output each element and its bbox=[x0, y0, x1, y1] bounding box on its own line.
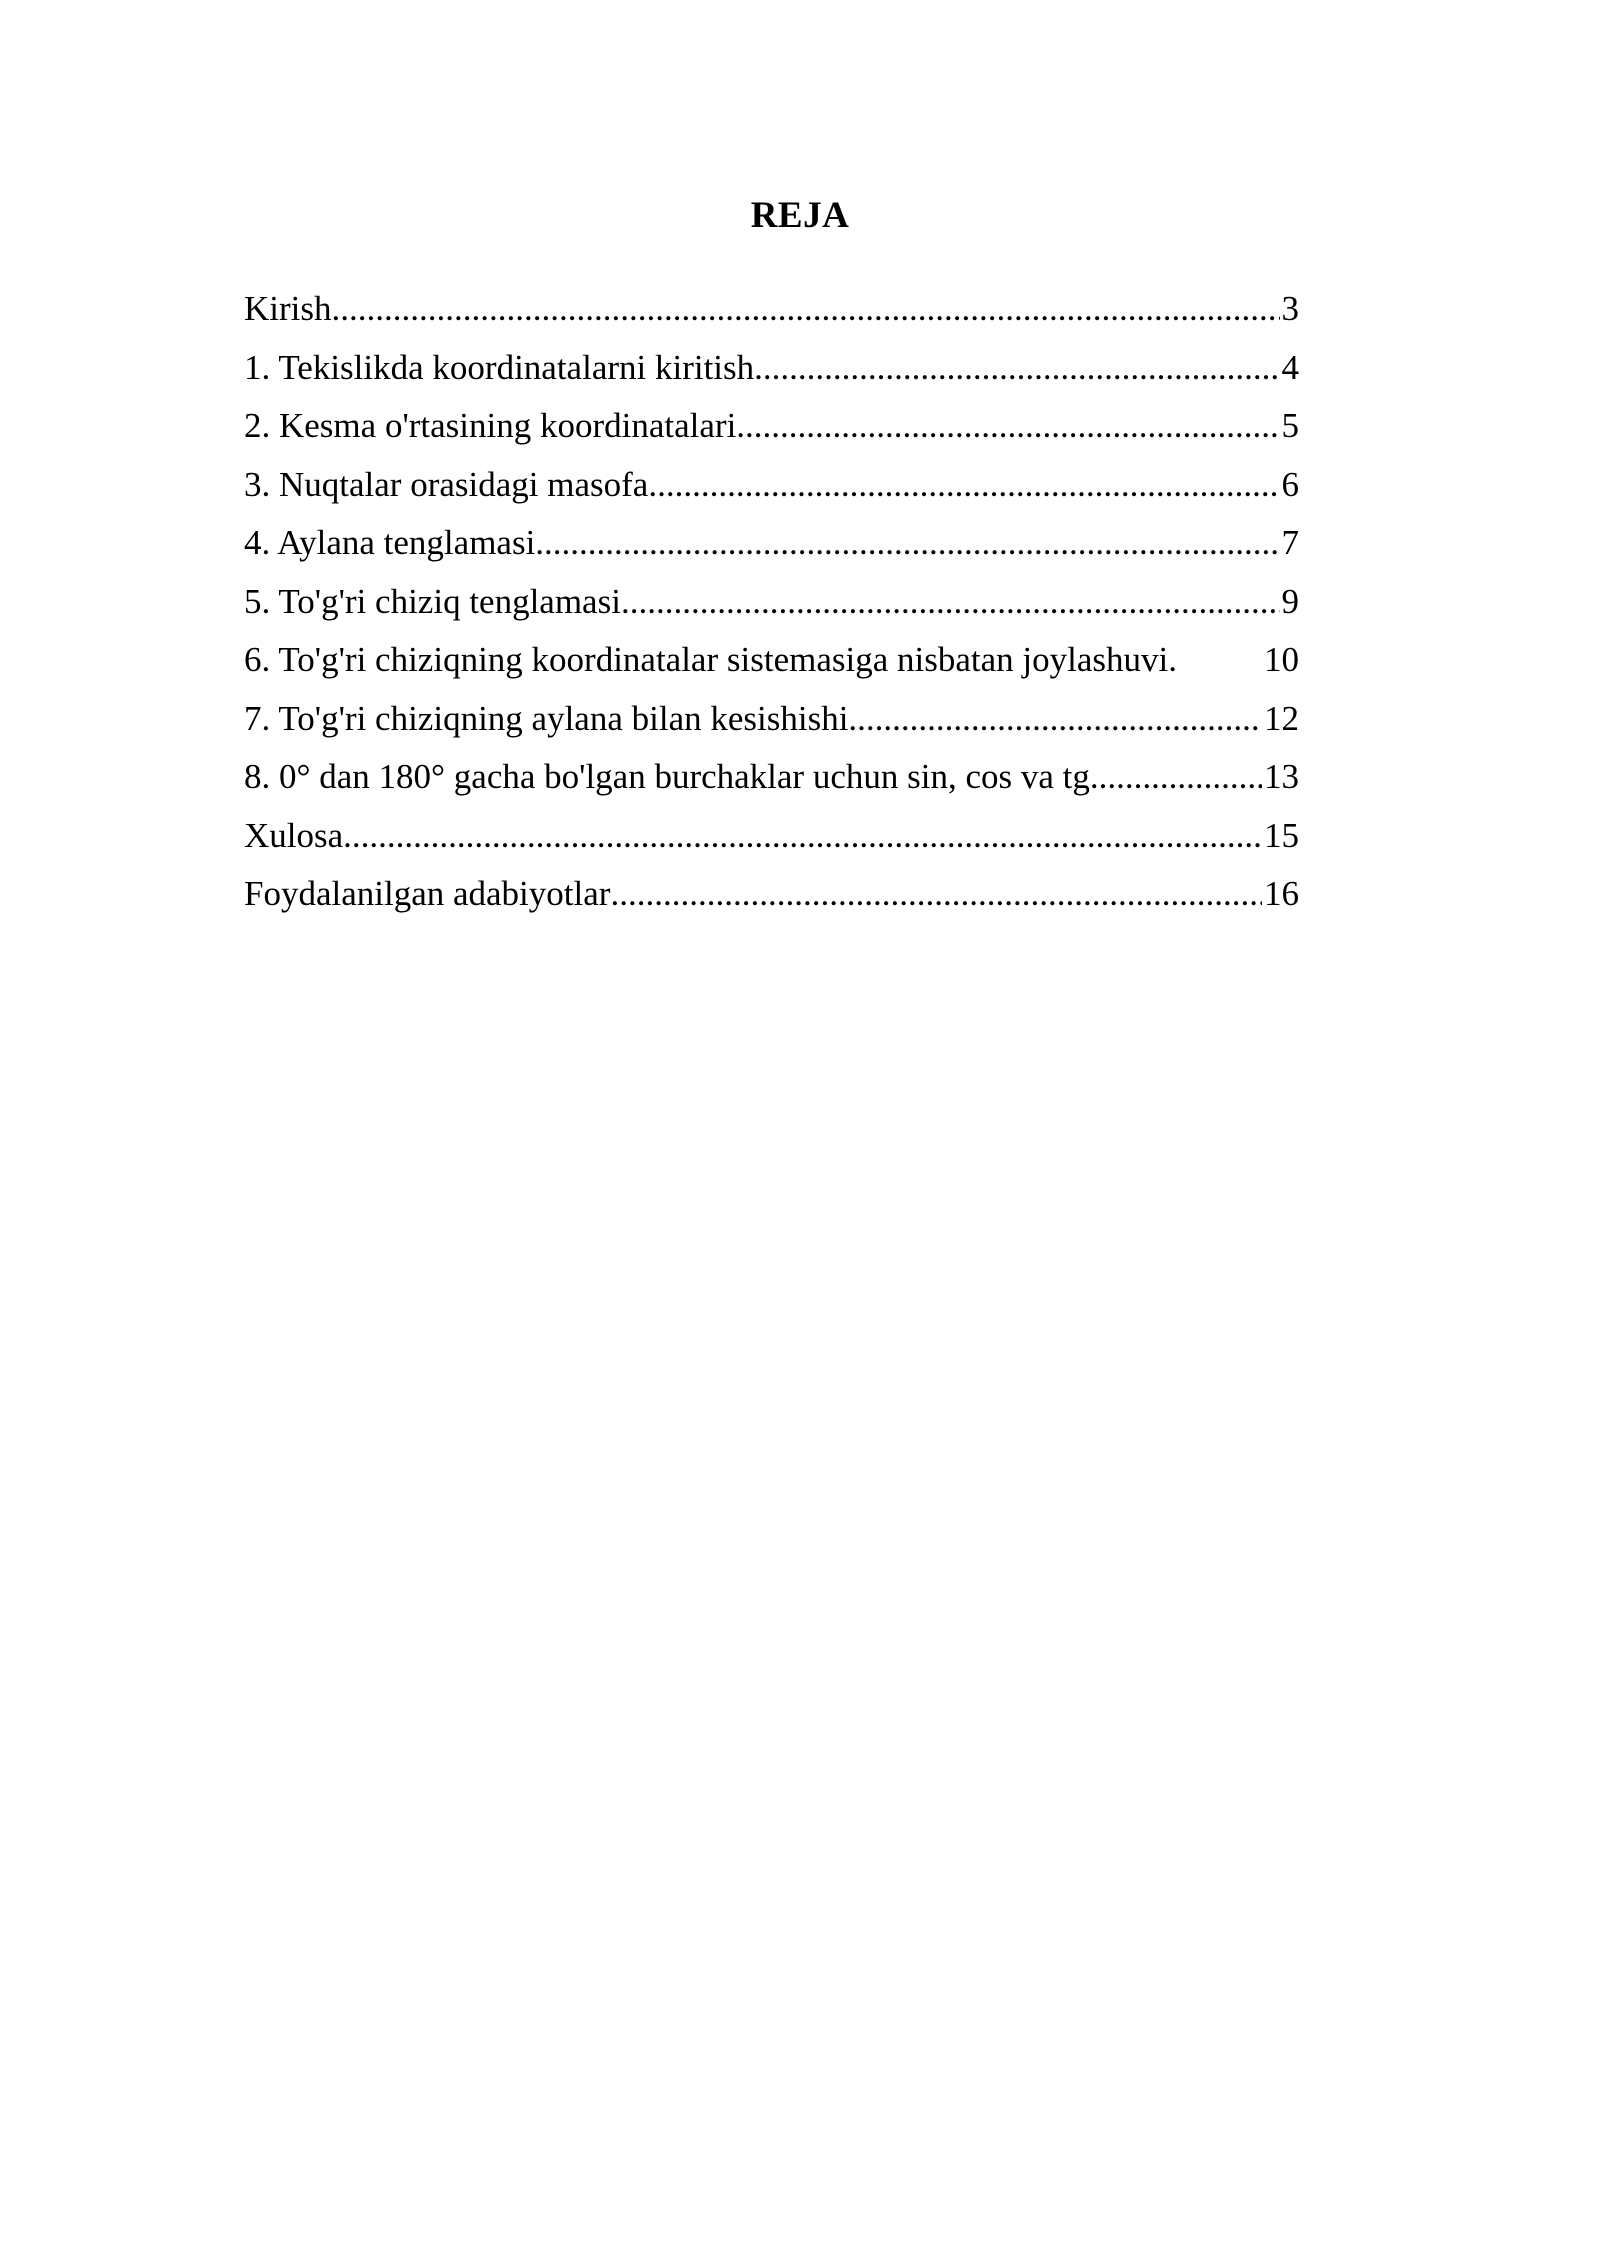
toc-entry bbox=[244, 694, 1299, 753]
toc-entry-page: 7 bbox=[1281, 523, 1299, 562]
toc-entry bbox=[244, 343, 1299, 402]
toc-dot-leader bbox=[332, 284, 1280, 334]
toc-dot-leader bbox=[535, 518, 1279, 568]
toc-entry-page: 3 bbox=[1281, 289, 1299, 328]
toc-entry bbox=[244, 577, 1299, 636]
toc-entry bbox=[244, 811, 1299, 870]
toc-entry-page: 6 bbox=[1281, 464, 1299, 504]
toc-entry-page: 5 bbox=[1281, 406, 1299, 445]
toc-entry-label: 7. To'g'ri chiziqning aylana bilan kesishishi bbox=[244, 698, 849, 738]
toc-entry bbox=[244, 460, 1299, 519]
toc-entry-page: 15 bbox=[1264, 815, 1299, 855]
toc-entry bbox=[244, 752, 1299, 811]
toc-entry-label: Kirish bbox=[244, 289, 332, 328]
toc-dot-leader bbox=[648, 460, 1279, 510]
toc-entry-label: Foydalanilgan adabiyotlar bbox=[244, 874, 611, 913]
toc-entry bbox=[244, 869, 1299, 928]
page-title: REJA bbox=[750, 195, 850, 236]
toc-dot-leader bbox=[754, 343, 1279, 393]
toc-entry-page: 10 bbox=[1264, 640, 1299, 679]
toc-entry-page: 4 bbox=[1281, 347, 1299, 387]
toc-entry-page: 9 bbox=[1281, 581, 1299, 621]
toc-entry-label: 4. Aylana tenglamasi bbox=[244, 523, 536, 562]
toc-dot-leader bbox=[1090, 752, 1262, 802]
toc-entry-label: 8. 0° dan 180° gacha bo'lgan burchaklar uchun sin, cos va tg bbox=[244, 757, 1090, 796]
toc-entry-page: 13 bbox=[1264, 757, 1299, 796]
toc-entry bbox=[244, 518, 1299, 577]
toc-entry-label: 1. Tekislikda koordinatalarni kiritish bbox=[244, 347, 755, 387]
toc-entry bbox=[244, 284, 1299, 343]
toc-entry-label: 5. To'g'ri chiziq tenglamasi bbox=[244, 581, 621, 621]
toc-dot-leader bbox=[848, 694, 1262, 744]
toc-dot-leader bbox=[736, 401, 1279, 451]
toc-entry-page: 16 bbox=[1264, 874, 1299, 913]
toc-entry bbox=[244, 401, 1299, 460]
toc-dot-leader bbox=[610, 869, 1262, 919]
toc-dot-leader bbox=[621, 577, 1280, 627]
toc-entry-label: 6. To'g'ri chiziqning koordinatalar sistemasiga nisbatan joylashuvi. bbox=[244, 640, 1177, 679]
toc-dot-leader bbox=[343, 811, 1262, 861]
toc-entry-page: 12 bbox=[1264, 698, 1299, 738]
table-of-contents bbox=[244, 284, 1299, 928]
toc-entry-label: Xulosa bbox=[244, 815, 344, 855]
toc-entry bbox=[244, 635, 1299, 694]
toc-entry-label: 3. Nuqtalar orasidagi masofa bbox=[244, 464, 649, 504]
toc-entry-label: 2. Kesma o'rtasining koordinatalari bbox=[244, 406, 737, 445]
